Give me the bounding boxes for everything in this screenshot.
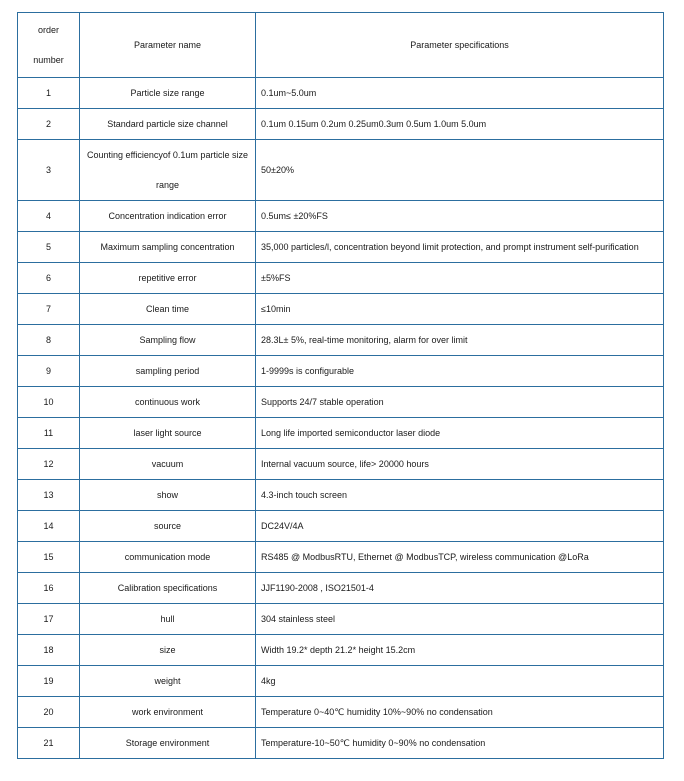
row-order-number: 14 (18, 511, 80, 542)
header-parameter-spec: Parameter specifications (256, 13, 664, 78)
table-row (18, 697, 664, 728)
table-row (18, 511, 664, 542)
row-parameter-name: vacuum (80, 449, 256, 480)
row-order-number: 20 (18, 697, 80, 728)
row-parameter-spec: 0.1um 0.15um 0.2um 0.25um0.3um 0.5um 1.0um 5.0um (256, 109, 664, 140)
table-header-row (18, 13, 664, 78)
table-row (18, 666, 664, 697)
table-row (18, 140, 664, 201)
row-order-number: 6 (18, 263, 80, 294)
table-row (18, 542, 664, 573)
row-parameter-name: continuous work (80, 387, 256, 418)
row-order-number: 10 (18, 387, 80, 418)
row-parameter-name: Concentration indication error (80, 201, 256, 232)
row-parameter-spec: RS485 @ ModbusRTU, Ethernet @ ModbusTCP, wireless communication @LoRa (256, 542, 664, 573)
row-parameter-spec: 4kg (256, 666, 664, 697)
row-parameter-spec: 304 stainless steel (256, 604, 664, 635)
row-parameter-name: laser light source (80, 418, 256, 449)
row-parameter-name: Standard particle size channel (80, 109, 256, 140)
row-order-number: 13 (18, 480, 80, 511)
row-parameter-spec: 1-9999s is configurable (256, 356, 664, 387)
table-row (18, 109, 664, 140)
row-order-number: 1 (18, 78, 80, 109)
row-order-number: 4 (18, 201, 80, 232)
row-order-number: 9 (18, 356, 80, 387)
row-parameter-name: hull (80, 604, 256, 635)
row-parameter-spec: Temperature 0~40℃ humidity 10%~90% no condensation (256, 697, 664, 728)
table-row (18, 325, 664, 356)
table-row (18, 387, 664, 418)
row-order-number: 11 (18, 418, 80, 449)
row-parameter-spec: DC24V/4A (256, 511, 664, 542)
row-parameter-name: Clean time (80, 294, 256, 325)
header-order-line2: number (33, 55, 64, 65)
row-parameter-spec: Internal vacuum source, life> 20000 hours (256, 449, 664, 480)
row-parameter-spec: ±5%FS (256, 263, 664, 294)
table-row (18, 449, 664, 480)
row-parameter-name: Counting efficiencyof 0.1um particle size range (80, 140, 256, 201)
row-parameter-name: source (80, 511, 256, 542)
row-order-number: 7 (18, 294, 80, 325)
row-parameter-name: repetitive error (80, 263, 256, 294)
table-row (18, 480, 664, 511)
row-parameter-name: Maximum sampling concentration (80, 232, 256, 263)
row-parameter-name: Calibration specifications (80, 573, 256, 604)
spec-document (17, 12, 663, 759)
row-parameter-name: weight (80, 666, 256, 697)
row-parameter-name: work environment (80, 697, 256, 728)
row-parameter-name: sampling period (80, 356, 256, 387)
row-parameter-spec: 0.5um≤ ±20%FS (256, 201, 664, 232)
row-parameter-spec: 50±20% (256, 140, 664, 201)
row-order-number: 2 (18, 109, 80, 140)
table-row (18, 78, 664, 109)
table-row (18, 232, 664, 263)
row-parameter-spec: Supports 24/7 stable operation (256, 387, 664, 418)
table-row (18, 635, 664, 666)
table-row (18, 418, 664, 449)
row-order-number: 3 (18, 140, 80, 201)
row-order-number: 8 (18, 325, 80, 356)
row-parameter-spec: 0.1um~5.0um (256, 78, 664, 109)
row-parameter-spec: Long life imported semiconductor laser diode (256, 418, 664, 449)
row-order-number: 17 (18, 604, 80, 635)
row-parameter-spec: 4.3-inch touch screen (256, 480, 664, 511)
row-order-number: 18 (18, 635, 80, 666)
row-parameter-spec: Width 19.2* depth 21.2* height 15.2cm (256, 635, 664, 666)
row-order-number: 12 (18, 449, 80, 480)
row-parameter-spec: ≤10min (256, 294, 664, 325)
row-order-number: 15 (18, 542, 80, 573)
row-parameter-name: Sampling flow (80, 325, 256, 356)
table-row (18, 294, 664, 325)
table-row (18, 201, 664, 232)
row-order-number: 19 (18, 666, 80, 697)
header-order-number (18, 13, 80, 78)
row-parameter-name: Particle size range (80, 78, 256, 109)
row-order-number: 5 (18, 232, 80, 263)
parameter-table (17, 12, 664, 759)
table-row (18, 263, 664, 294)
row-order-number: 16 (18, 573, 80, 604)
row-parameter-name: show (80, 480, 256, 511)
row-parameter-spec: Temperature-10~50℃ humidity 0~90% no condensation (256, 728, 664, 759)
table-row (18, 604, 664, 635)
row-parameter-name: size (80, 635, 256, 666)
row-parameter-spec: JJF1190-2008 , ISO21501-4 (256, 573, 664, 604)
table-row (18, 728, 664, 759)
row-order-number: 21 (18, 728, 80, 759)
row-parameter-name: Storage environment (80, 728, 256, 759)
row-parameter-name: communication mode (80, 542, 256, 573)
table-row (18, 356, 664, 387)
row-parameter-spec: 28.3L± 5%, real-time monitoring, alarm for over limit (256, 325, 664, 356)
header-parameter-name: Parameter name (80, 13, 256, 78)
table-row (18, 573, 664, 604)
row-parameter-spec: 35,000 particles/l, concentration beyond limit protection, and prompt instrument self-purification (256, 232, 664, 263)
header-order-line1: order (37, 25, 59, 35)
